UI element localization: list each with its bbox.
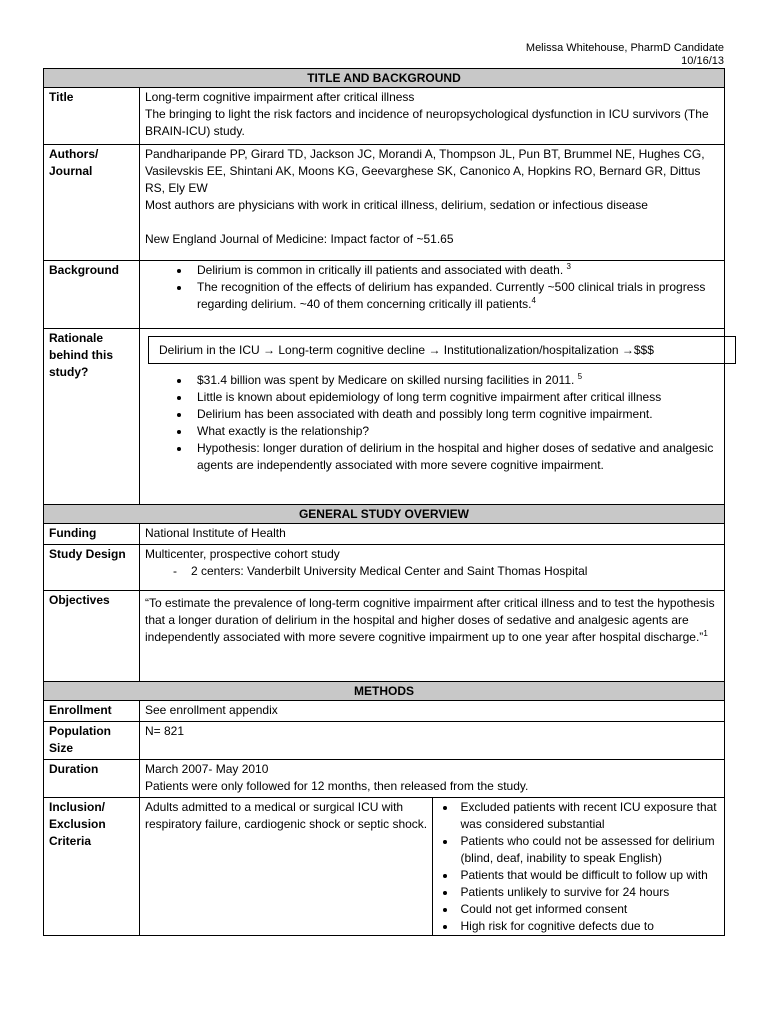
label-enrollment: Enrollment xyxy=(44,701,140,722)
list-item: • What exactly is the relationship? xyxy=(191,423,719,440)
exclusion-criteria xyxy=(433,799,725,935)
rationale-flow-box: Delirium in the ICU → Long-term cognitive decline → Institutionalization/hospitalization →$$$ xyxy=(148,336,736,364)
label-background: Background xyxy=(44,261,140,329)
enrollment-value: See enrollment appendix xyxy=(140,701,725,722)
label-population: Population Size xyxy=(44,722,140,760)
label-duration: Duration xyxy=(44,760,140,798)
label-objectives: Objectives xyxy=(44,591,140,682)
row-objectives xyxy=(44,591,725,682)
citation: 5 xyxy=(577,372,583,381)
section-general-overview: GENERAL STUDY OVERVIEW xyxy=(44,505,725,524)
population-value: N= 821 xyxy=(140,722,725,760)
funding-value: National Institute of Health xyxy=(140,524,725,545)
label-study-design: Study Design xyxy=(44,545,140,591)
list-item: • Delirium has been associated with death and possibly long term cognitive impairment. xyxy=(191,406,719,423)
label-authors: Authors/ Journal xyxy=(44,145,140,261)
citation: 3 xyxy=(566,262,571,271)
row-background xyxy=(44,261,725,329)
section-methods: METHODS xyxy=(44,682,725,701)
citation: 4 xyxy=(531,296,536,305)
author-line: Melissa Whitehouse, PharmD Candidate xyxy=(525,42,724,54)
row-authors xyxy=(44,145,725,261)
list-item: • Patients that would be difficult to follow up with xyxy=(457,867,725,884)
list-item: • High risk for cognitive defects due to xyxy=(457,918,725,935)
list-item: • Hypothesis: longer duration of delirium in the hospital and higher doses of sedative and analgesic agents are independently associated with more severe cognitive impairment. xyxy=(191,440,719,474)
list-item: • $31.4 billion was spent by Medicare on skilled nursing facilities in 2011. $^5$ xyxy=(191,372,719,389)
study-title: Long-term cognitive impairment after critical illness xyxy=(145,90,415,104)
label-criteria: Inclusion/ Exclusion Criteria xyxy=(44,798,140,936)
section-title-background: TITLE AND BACKGROUND xyxy=(44,69,725,88)
row-funding xyxy=(44,524,725,545)
row-duration xyxy=(44,760,725,798)
row-population xyxy=(44,722,725,760)
list-item: • Patients who could not be assessed for delirium (blind, deaf, inability to speak English) xyxy=(457,833,725,867)
row-title xyxy=(44,88,725,145)
list-item: - 2 centers: Vanderbilt University Medical Center and Saint Thomas Hospital xyxy=(191,563,719,580)
row-rationale xyxy=(44,329,725,505)
list-item: • Delirium is common in critically ill patients and associated with death. $^3$ xyxy=(191,262,719,279)
list-item: • The recognition of the effects of delirium has expanded. Currently ~500 clinical trials in progress regarding delirium. ~40 of them concerning critically ill patients.$^4$ xyxy=(191,279,719,313)
list-item: • Could not get informed consent xyxy=(457,901,725,918)
label-title: Title xyxy=(44,88,140,145)
label-rationale: Rationale behind this study? xyxy=(44,329,140,505)
journal-info: New England Journal of Medicine: Impact factor of ~51.65 xyxy=(145,232,454,246)
list-item: • Patients unlikely to survive for 24 hours xyxy=(457,884,725,901)
label-funding: Funding xyxy=(44,524,140,545)
list-item: • Excluded patients with recent ICU exposure that was considered substantial xyxy=(457,799,725,833)
row-enrollment xyxy=(44,701,725,722)
duration-dates: March 2007- May 2010 xyxy=(145,762,269,776)
citation: 1 xyxy=(703,629,708,638)
row-study-design xyxy=(44,545,725,591)
author-note: Most authors are physicians with work in critical illness, delirium, sedation or infectious disease xyxy=(145,198,648,212)
page-header xyxy=(526,42,724,68)
design-value: Multicenter, prospective cohort study xyxy=(145,547,340,561)
criteria-table xyxy=(145,798,724,935)
inclusion-criteria: Adults admitted to a medical or surgical ICU with respiratory failure, cardiogenic shock or septic shock. xyxy=(145,800,428,831)
row-criteria xyxy=(44,798,725,936)
list-item: • Little is known about epidemiology of long term cognitive impairment after critical illness xyxy=(191,389,719,406)
duration-note: Patients were only followed for 12 months, then released from the study. xyxy=(145,779,529,793)
date-line: 10/16/13 xyxy=(681,55,724,67)
study-summary-table xyxy=(43,68,725,936)
author-list: Pandharipande PP, Girard TD, Jackson JC, Morandi A, Thompson JL, Pun BT, Brummel NE, Hughes CG, Vasilevskis EE, Shintani AK, Moons KG, Geevarghese SK, Canonico A, Hopkins RO, Bernard GR, Dittus RS, Ely EW xyxy=(145,147,705,195)
study-subtitle: The bringing to light the risk factors and incidence of neuropsychological dysfunction in ICU survivors (The BRAIN-ICU) study. xyxy=(145,107,709,138)
objectives-value: “To estimate the prevalence of long-term cognitive impairment after critical illness and to test the hypothesis that a longer duration of delirium in the hospital and higher doses of sedative and analgesic agents are independently associated with more severe cognitive impairment up to one year after hospital discharge.” xyxy=(145,596,715,644)
